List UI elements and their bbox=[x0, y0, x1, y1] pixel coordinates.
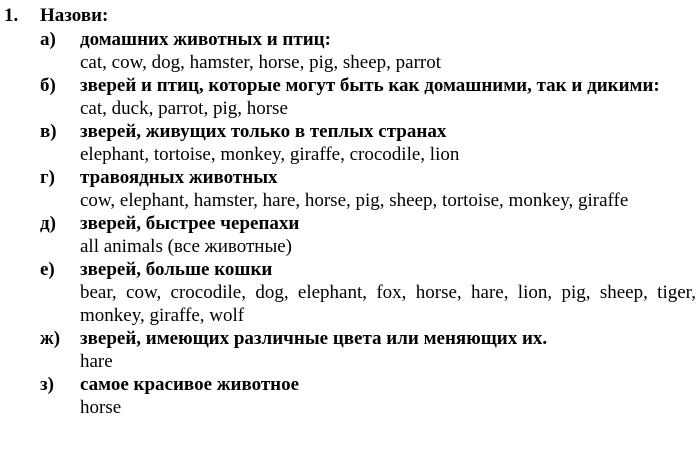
item-letter: в) bbox=[40, 121, 57, 142]
task-title: Назови: bbox=[40, 5, 109, 26]
item-body bbox=[80, 374, 696, 419]
item-letter: а) bbox=[40, 29, 56, 50]
item-answer: all animals (все животные) bbox=[80, 236, 293, 257]
item-letter: е) bbox=[40, 259, 55, 280]
item-letter: з) bbox=[40, 374, 54, 395]
item-letter: д) bbox=[40, 213, 56, 234]
item-body bbox=[80, 29, 696, 74]
list-item-b bbox=[40, 75, 696, 120]
item-answer: bear, cow, crocodile, dog, elephant, fox, horse, hare, lion, pig, sheep, tiger, monkey, giraffe, wolf bbox=[80, 282, 696, 326]
item-prompt: зверей, имеющих различные цвета или меняющих их. bbox=[80, 328, 548, 349]
answer-list bbox=[40, 29, 696, 420]
item-prompt: травоядных животных bbox=[80, 167, 278, 188]
item-body bbox=[80, 213, 696, 258]
item-body bbox=[80, 167, 696, 212]
task-number: 1. bbox=[4, 5, 19, 26]
item-prompt: зверей, быстрее черепахи bbox=[80, 213, 300, 234]
list-item-z bbox=[40, 374, 696, 419]
item-prompt: зверей и птиц, которые могут быть как домашними, так и дикими: bbox=[80, 75, 660, 96]
item-answer: hare bbox=[80, 351, 113, 372]
list-item-d bbox=[40, 213, 696, 258]
item-prompt: зверей, больше кошки bbox=[80, 259, 273, 280]
item-answer: cat, duck, parrot, pig, horse bbox=[80, 98, 288, 119]
list-item-a bbox=[40, 29, 696, 74]
item-answer: cat, cow, dog, hamster, horse, pig, sheep, parrot bbox=[80, 52, 442, 73]
item-body bbox=[80, 259, 696, 327]
item-body bbox=[80, 75, 696, 120]
list-item-g bbox=[40, 167, 696, 212]
task-heading bbox=[4, 5, 108, 27]
list-item-zh bbox=[40, 328, 696, 373]
item-prompt: домашних животных и птиц: bbox=[80, 29, 331, 50]
item-letter: б) bbox=[40, 75, 56, 96]
list-item-v bbox=[40, 121, 696, 166]
item-body bbox=[80, 121, 696, 166]
list-item-e bbox=[40, 259, 696, 327]
item-answer: elephant, tortoise, monkey, giraffe, crocodile, lion bbox=[80, 144, 460, 165]
item-answer: horse bbox=[80, 397, 122, 418]
item-prompt: зверей, живущих только в теплых странах bbox=[80, 121, 447, 142]
item-prompt: самое красивое животное bbox=[80, 374, 300, 395]
item-letter: г) bbox=[40, 167, 55, 188]
item-answer: cow, elephant, hamster, hare, horse, pig, sheep, tortoise, monkey, giraffe bbox=[80, 190, 629, 211]
item-letter: ж) bbox=[40, 328, 61, 349]
item-body bbox=[80, 328, 696, 373]
